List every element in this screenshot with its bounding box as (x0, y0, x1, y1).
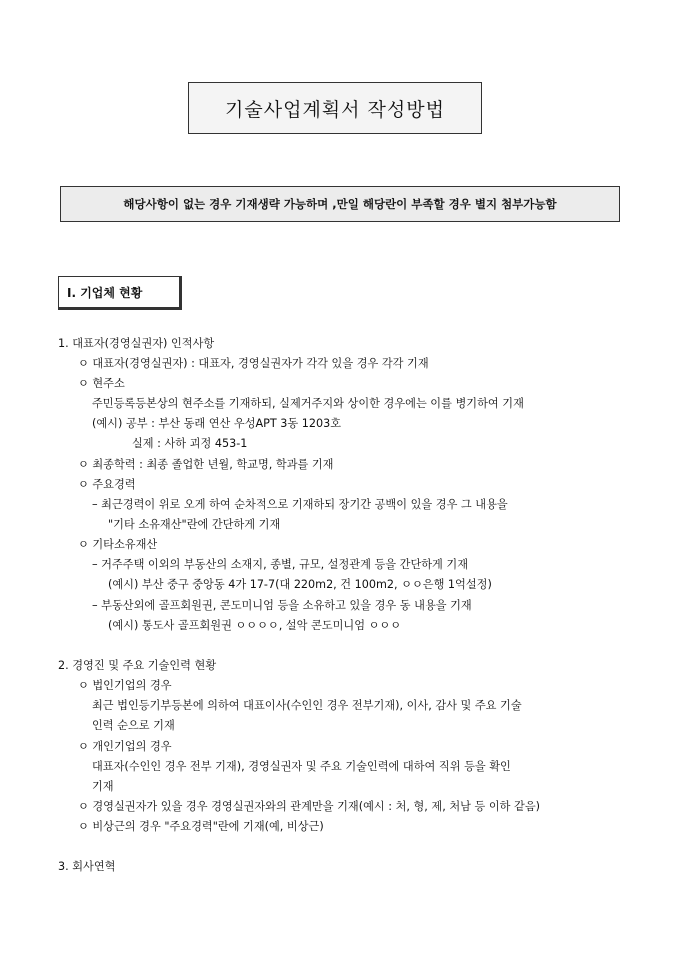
sole-proprietor-description: 대표자(수인인 경우 전부 기재), 경영실권자 및 주요 기술인력에 대하여 직위 등을 확인 (92, 760, 511, 773)
item-heading-2: 2. 경영진 및 주요 기술인력 현황 (58, 659, 217, 672)
corporation-description: 최근 법인등기부등본에 의하여 대표이사(수인인 경우 전부기재), 이사, 감사 및 주요 기술 (92, 699, 522, 712)
career-description-cont: "기타 소유재산"란에 간단하게 기재 (108, 518, 281, 531)
assets-realestate: – 거주주택 이외의 부동산의 소재지, 종별, 규모, 설정관계 등을 간단하게 기재 (92, 558, 469, 571)
corporation-description-cont: 인력 순으로 기재 (92, 719, 175, 732)
career-description: – 최근경력이 위로 오게 하여 순차적으로 기재하되 장기간 공백이 있을 경우 그 내용을 (92, 498, 508, 511)
section-heading: Ⅰ. 기업체 현황 (58, 276, 182, 310)
bullet-education: ㅇ 최종학력 : 최종 졸업한 년월, 학교명, 학과를 기재 (78, 458, 334, 471)
item-heading-3: 3. 회사연혁 (58, 860, 116, 873)
document-title: 기술사업계획서 작성방법 (188, 82, 482, 134)
notice-box: 해당사항이 없는 경우 기재생략 가능하며 ,만일 해당란이 부족할 경우 별지 첨부가능함 (60, 186, 620, 222)
bullet-sole-proprietor: ㅇ 개인기업의 경우 (78, 740, 172, 753)
address-example-registry: (예시) 공부 : 부산 동래 연산 우성APT 3동 1203호 (92, 417, 342, 430)
assets-realestate-example: (예시) 부산 중구 중앙동 4가 17-7(대 220m2, 건 100m2, ㅇㅇ은행 1억설정) (108, 578, 492, 591)
item-heading-1: 1. 대표자(경영실권자) 인적사항 (58, 337, 215, 350)
address-example-actual: 실제 : 사하 괴정 453-1 (132, 437, 248, 450)
bullet-relationship: ㅇ 경영실권자가 있을 경우 경영실권자와의 관계만을 기재(예시 : 처, 형, 제, 처남 등 이하 같음) (78, 800, 541, 813)
bullet-representative: ㅇ 대표자(경영실권자) : 대표자, 경영실권자가 각각 있을 경우 각각 기재 (78, 357, 429, 370)
assets-memberships: – 부동산외에 골프회원권, 콘도미니엄 등을 소유하고 있을 경우 동 내용을 기재 (92, 599, 472, 612)
bullet-other-assets: ㅇ 기타소유재산 (78, 538, 158, 551)
assets-memberships-example: (예시) 통도사 골프회원권 ㅇㅇㅇㅇ, 설악 콘도미니엄 ㅇㅇㅇ (108, 619, 401, 632)
bullet-career: ㅇ 주요경력 (78, 478, 136, 491)
bullet-address: ㅇ 현주소 (78, 377, 125, 390)
sole-proprietor-description-cont: 기재 (92, 780, 114, 793)
bullet-part-time: ㅇ 비상근의 경우 "주요경력"란에 기재(예, 비상근) (78, 820, 324, 833)
bullet-corporation: ㅇ 법인기업의 경우 (78, 679, 172, 692)
address-description: 주민등록등본상의 현주소를 기재하되, 실제거주지와 상이한 경우에는 이를 병기하여 기재 (92, 397, 524, 410)
